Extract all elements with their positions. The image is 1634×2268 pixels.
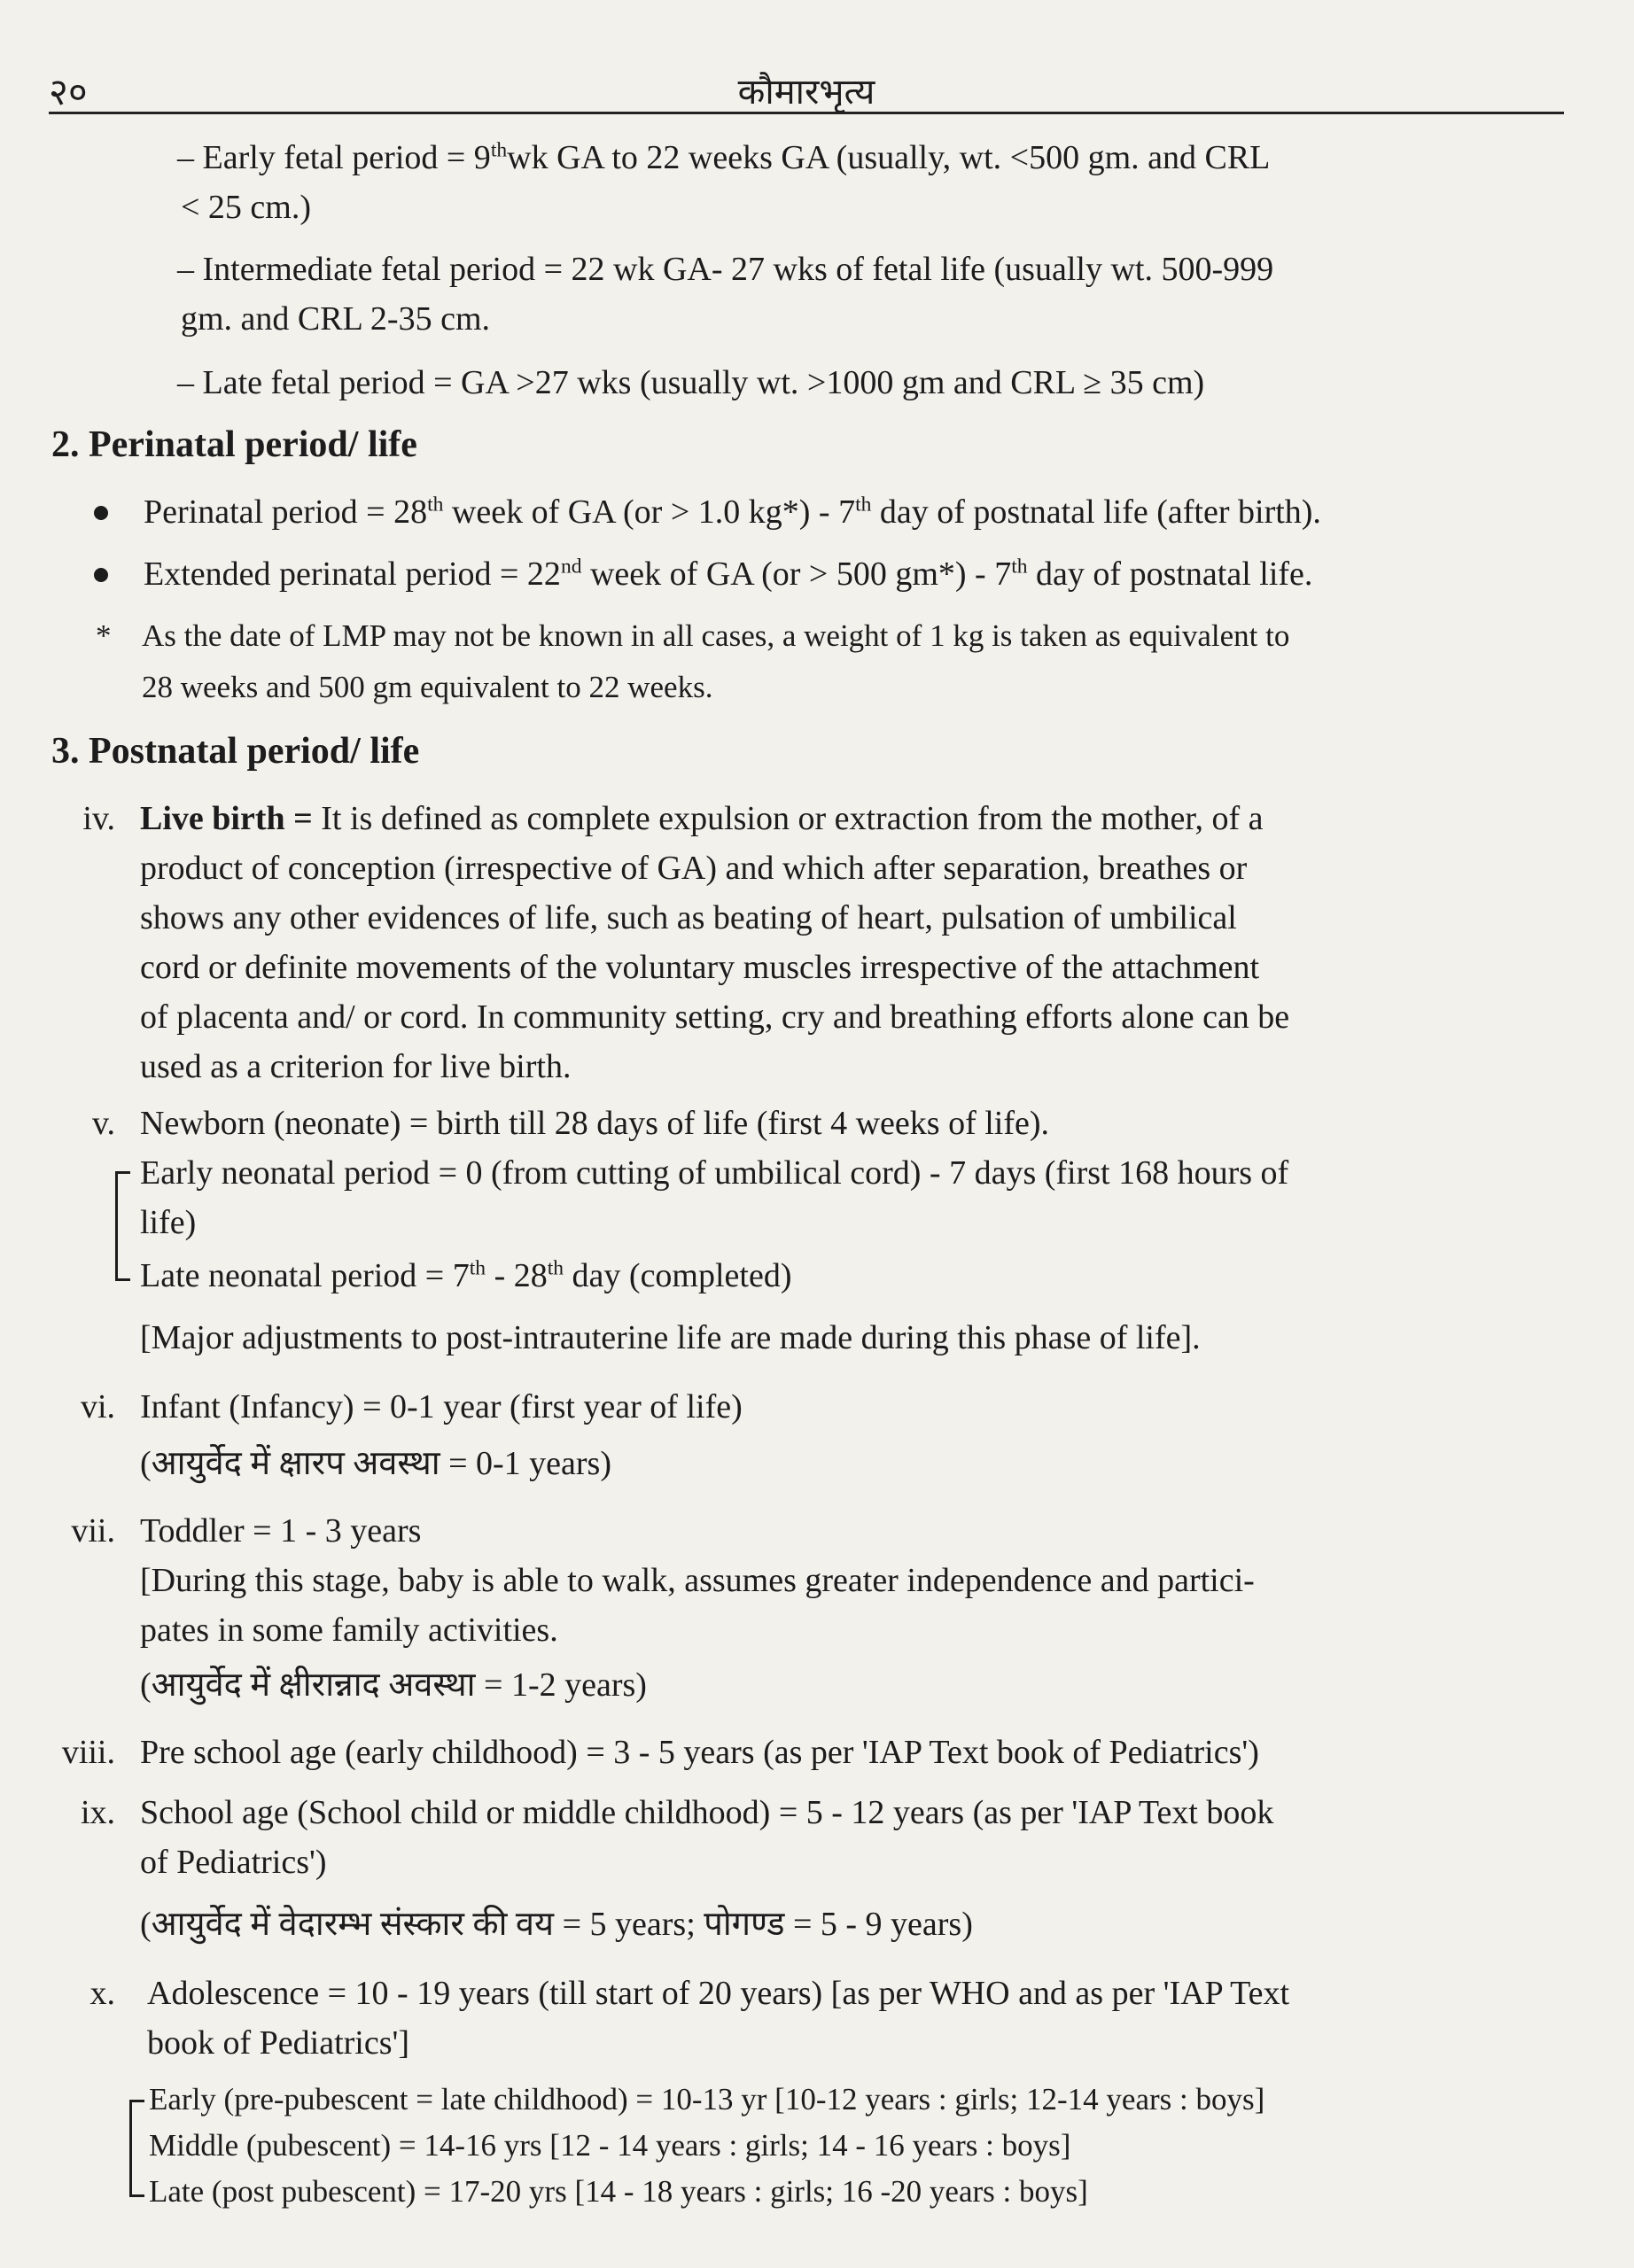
preschool-line: Pre school age (early childhood) = 3 - 5 years (as per 'IAP Text book of Pediatrics') xyxy=(140,1734,1259,1771)
page-header xyxy=(49,60,1564,113)
adolescence-line-1: Adolescence = 10 - 19 years (till start of 20 years) [as per WHO and as per 'IAP Text xyxy=(147,1975,1290,2012)
intermediate-fetal-line: – Intermediate fetal period = 22 wk GA- 27 wks of fetal life (usually wt. 500-999 xyxy=(177,251,1274,288)
item-label-x: x. xyxy=(89,1975,115,2012)
infant-line: Infant (Infancy) = 0-1 year (first year of life) xyxy=(140,1388,743,1425)
live-birth-line-1: Live birth = It is defined as complete expulsion or extraction from the mother, of a xyxy=(140,800,1264,837)
neonatal-note: [Major adjustments to post-intrauterine life are made during this phase of life]. xyxy=(140,1319,1201,1356)
running-title: कौमारभृत्य xyxy=(737,72,875,112)
footnote-asterisk: * xyxy=(96,618,112,653)
late-fetal-line: – Late fetal period = GA >27 wks (usually wt. >1000 gm and CRL ≥ 35 cm) xyxy=(177,364,1205,401)
toddler-note-1: [During this stage, baby is able to walk, assumes greater independence and partici- xyxy=(140,1562,1255,1599)
infant-ayurveda-line: (आयुर्वेद में क्षारप अवस्था = 0-1 years) xyxy=(140,1445,611,1482)
perinatal-bullet-2: Extended perinatal period = 22nd week of GA (or > 500 gm*) - 7th day of postnatal life. xyxy=(144,555,1313,593)
school-age-line-1: School age (School child or middle childhood) = 5 - 12 years (as per 'IAP Text book xyxy=(140,1794,1274,1831)
item-label-vii: vii. xyxy=(71,1512,115,1550)
school-age-line-2: of Pediatrics') xyxy=(140,1844,327,1881)
adolescence-late-line: Late (post pubescent) = 17-20 yrs [14 - 18 years : girls; 16 -20 years : boys] xyxy=(149,2174,1088,2209)
header-rule xyxy=(49,112,1564,114)
live-birth-line-3: shows any other evidences of life, such as beating of heart, pulsation of umbilical xyxy=(140,899,1237,936)
perinatal-note-line-2: 28 weeks and 500 gm equivalent to 22 weeks. xyxy=(142,670,713,704)
live-birth-line-4: cord or definite movements of the voluntary muscles irrespective of the attachment xyxy=(140,949,1260,986)
early-fetal-line: – Early fetal period = 9thwk GA to 22 weeks GA (usually, wt. <500 gm. and CRL xyxy=(177,138,1271,176)
adolescence-middle-line: Middle (pubescent) = 14-16 yrs [12 - 14 years : girls; 14 - 16 years : boys] xyxy=(149,2128,1071,2163)
intermediate-fetal-cont: gm. and CRL 2-35 cm. xyxy=(181,300,490,338)
live-birth-line-6: used as a criterion for live birth. xyxy=(140,1048,572,1085)
perinatal-note-line-1: As the date of LMP may not be known in all cases, a weight of 1 kg is taken as equivalent to xyxy=(142,618,1290,653)
adolescence-early-line: Early (pre-pubescent = late childhood) = 10-13 yr [10-12 years : girls; 12-14 years : boys] xyxy=(149,2082,1265,2117)
item-label-vi: vi. xyxy=(80,1388,115,1425)
item-label-viii: viii. xyxy=(61,1734,115,1771)
adolescence-line-2: book of Pediatrics'] xyxy=(147,2024,410,2062)
late-neonatal-line: Late neonatal period = 7th - 28th day (completed) xyxy=(140,1256,792,1294)
toddler-line: Toddler = 1 - 3 years xyxy=(140,1512,422,1550)
perinatal-heading: 2. Perinatal period/ life xyxy=(51,424,417,465)
page-number: २० xyxy=(49,73,88,113)
live-birth-line-2: product of conception (irrespective of GA) and which after separation, breathes or xyxy=(140,850,1248,887)
early-neonatal-line: Early neonatal period = 0 (from cutting of umbilical cord) - 7 days (first 168 hours of xyxy=(140,1154,1289,1192)
postnatal-heading: 3. Postnatal period/ life xyxy=(51,731,420,772)
early-fetal-cont: < 25 cm.) xyxy=(181,189,312,226)
live-birth-line-5: of placenta and/ or cord. In community setting, cry and breathing efforts alone can be xyxy=(140,998,1290,1036)
item-label-v: v. xyxy=(91,1105,115,1142)
school-age-ayurveda-line: (आयुर्वेद में वेदारम्भ संस्कार की वय = 5 years; पोगण्ड = 5 - 9 years) xyxy=(140,1906,973,1943)
toddler-note-2: pates in some family activities. xyxy=(140,1612,558,1649)
neonatal-bracket xyxy=(115,1171,130,1281)
perinatal-bullet-1: Perinatal period = 28th week of GA (or > 1.0 kg*) - 7th day of postnatal life (after birth). xyxy=(144,493,1321,531)
toddler-ayurveda-line: (आयुर्वेद में क्षीरान्नाद अवस्था = 1-2 years) xyxy=(140,1666,647,1704)
item-label-ix: ix. xyxy=(80,1794,115,1831)
item-label-iv: iv. xyxy=(82,800,115,837)
newborn-line: Newborn (neonate) = birth till 28 days of life (first 4 weeks of life). xyxy=(140,1105,1050,1142)
early-neonatal-cont: life) xyxy=(140,1204,197,1241)
adolescence-bracket xyxy=(129,2100,144,2197)
bullet-icon xyxy=(94,506,108,520)
bullet-icon xyxy=(94,568,108,582)
